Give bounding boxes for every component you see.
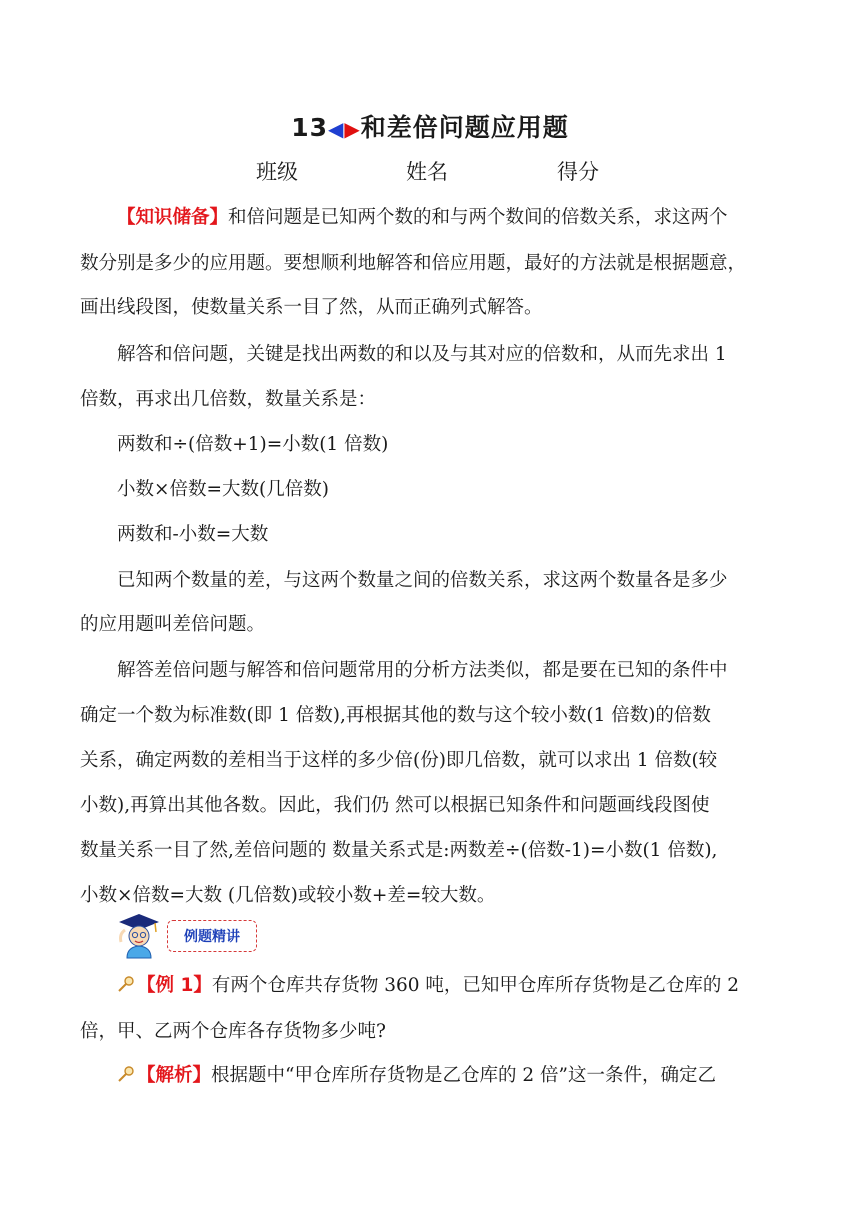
formula-2: 小数×倍数=大数(几倍数)	[117, 479, 329, 500]
right-triangle-icon: ▶	[344, 117, 361, 141]
magnifier-icon	[117, 1065, 135, 1083]
knowledge-line-4: 解答和倍问题，关键是找出两数的和以及与其对应的倍数和，从而先求出 1	[117, 344, 727, 365]
knowledge-line-11: 小数),再算出其他各数。因此，我们仍 然可以根据已知条件和问题画线段图使	[80, 795, 710, 816]
score-field-label: 得分	[557, 160, 599, 184]
left-triangle-icon: ◀	[328, 117, 345, 141]
formula-3: 两数和-小数=大数	[117, 524, 269, 545]
example-1-line-2: 倍，甲、乙两个仓库各存货物多少吨?	[80, 1021, 386, 1042]
analysis-line-1: 【解析】根据题中“甲仓库所存货物是乙仓库的 2 倍”这一条件，确定乙	[117, 1061, 716, 1087]
knowledge-line-8: 解答差倍问题与解答和倍问题常用的分析方法类似，都是要在已知的条件中	[117, 660, 728, 681]
graduate-boy-icon	[115, 912, 163, 960]
formula-1: 两数和÷(倍数+1)=小数(1 倍数)	[117, 434, 389, 455]
knowledge-line-9: 确定一个数为标准数(即 1 倍数),再根据其他的数与这个较小数(1 倍数)的倍数	[80, 705, 711, 726]
title-text: 和差倍问题应用题	[360, 113, 569, 142]
knowledge-tag: 【知识储备】	[117, 207, 229, 228]
class-field-label: 班级	[256, 160, 298, 184]
page-title	[0, 108, 860, 144]
example-1-line-1: 【例 1】有两个仓库共存货物 360 吨，已知甲仓库所存货物是乙仓库的 2	[117, 971, 739, 997]
title-number: 13	[291, 113, 328, 142]
section-badge: 例题精讲	[167, 920, 257, 952]
knowledge-line-12: 数量关系一目了然,差倍问题的 数量关系式是:两数差÷(倍数-1)=小数(1 倍数),	[80, 840, 718, 861]
analysis-tag: 【解析】	[137, 1065, 212, 1086]
knowledge-line-10: 关系，确定两数的差相当于这样的多少倍(份)即几倍数，就可以求出 1 倍数(较	[80, 750, 718, 771]
knowledge-line-2: 数分别是多少的应用题。要想顺利地解答和倍应用题，最好的方法就是根据题意，	[80, 253, 747, 274]
knowledge-line-5: 倍数，再求出几倍数，数量关系是：	[80, 389, 377, 410]
knowledge-line-6: 已知两个数量的差，与这两个数量之间的倍数关系，求这两个数量各是多少	[117, 570, 728, 591]
magnifier-icon	[117, 975, 135, 993]
section-header	[115, 912, 260, 960]
knowledge-line-7: 的应用题叫差倍问题。	[80, 614, 266, 635]
example-1-tag: 【例 1】	[137, 975, 212, 996]
name-field-label: 姓名	[406, 160, 448, 184]
knowledge-line-3: 画出线段图，使数量关系一目了然，从而正确列式解答。	[80, 297, 543, 318]
knowledge-line-13: 小数×倍数=大数 (几倍数)或较小数+差=较大数。	[80, 885, 496, 906]
knowledge-line-1: 【知识储备】和倍问题是已知两个数的和与两个数间的倍数关系，求这两个	[117, 207, 728, 228]
